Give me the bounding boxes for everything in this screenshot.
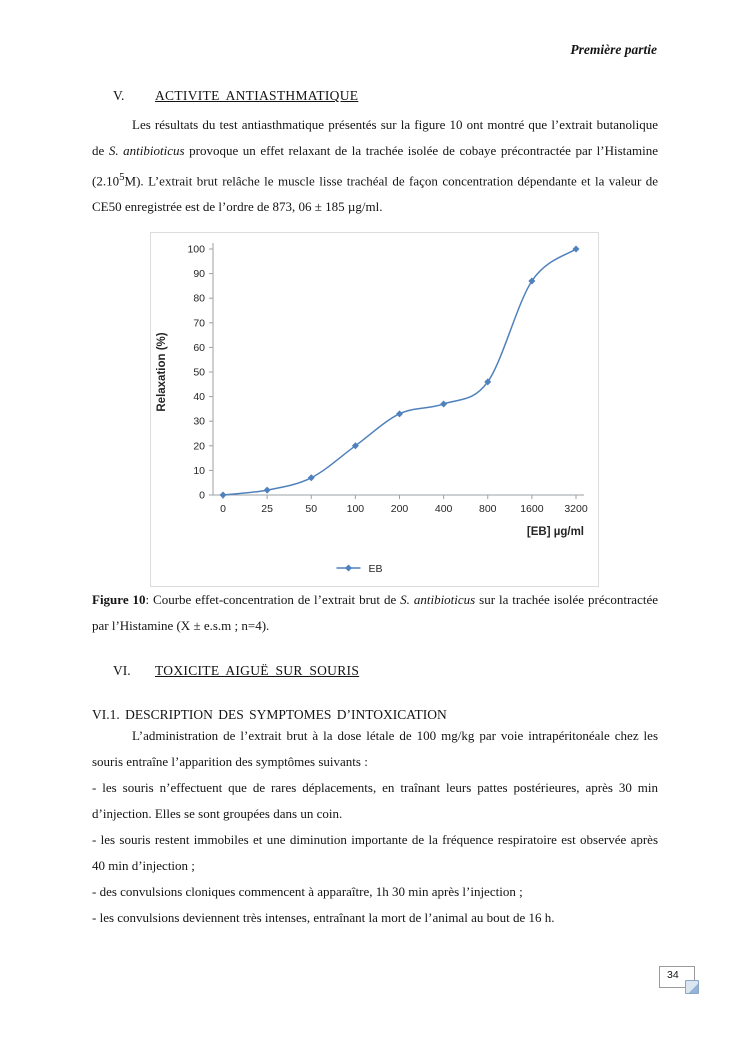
section-v-number: V. xyxy=(113,88,125,103)
figure-caption: Figure 10: Courbe effet-concentration de l’extrait brut de S. antibioticus sur la trachée isolée précontractée par l’Histamine (X ± e.s.m ; n=4). xyxy=(92,592,658,634)
svg-text:400: 400 xyxy=(434,503,453,516)
svg-text:0: 0 xyxy=(220,503,226,516)
svg-text:10: 10 xyxy=(193,465,205,478)
section-vi-paragraph: L’administration de l’extrait brut à la dose létale de 100 mg/kg par voie intrapéritonéale chez les souris entraîne l’apparition des symptômes suivants : xyxy=(92,728,658,770)
figure-10-chart xyxy=(150,232,599,587)
svg-text:[EB] µg/ml: [EB] µg/ml xyxy=(526,526,584,539)
svg-text:30: 30 xyxy=(193,416,205,429)
svg-text:80: 80 xyxy=(193,293,205,306)
list-item: - les convulsions deviennent très intenses, entraînant la mort de l’animal au bout de 16 h. xyxy=(92,910,555,926)
page-fold-icon xyxy=(685,980,699,994)
svg-text:EB: EB xyxy=(368,563,383,576)
svg-text:100: 100 xyxy=(346,503,365,516)
svg-text:20: 20 xyxy=(193,440,205,453)
svg-text:1600: 1600 xyxy=(520,503,544,516)
svg-text:3200: 3200 xyxy=(564,503,588,516)
list-item: - les souris restent immobiles et une diminution importante de la fréquence respiratoire est observée après 40 min d’injection ; xyxy=(92,832,658,874)
svg-text:50: 50 xyxy=(193,366,205,379)
svg-text:40: 40 xyxy=(193,391,205,404)
svg-text:200: 200 xyxy=(390,503,409,516)
section-v-paragraph: Les résultats du test antiasthmatique présentés sur la figure 10 ont montré que l’extrait butanolique de S. antibioticus provoque un effet relaxant de la trachée isolée de cobaye précontractée par l’Histamine (2.10$^5$M). L’extrait brut relâche le muscle lisse trachéal de façon concentration dépendante et la valeur de CE50 enregistrée est de l’ordre de 873, 06 ± 185 µg/ml. xyxy=(92,117,659,215)
subsection-vi1-title: VI.1. DESCRIPTION DES SYMPTOMES D’INTOXICATION xyxy=(92,707,447,723)
svg-text:25: 25 xyxy=(261,503,273,516)
running-header: Première partie xyxy=(570,42,657,57)
svg-text:60: 60 xyxy=(193,342,205,355)
list-item: - des convulsions cloniques commencent à apparaître, 1h 30 min après l’injection ; xyxy=(92,884,523,900)
symptom-list xyxy=(92,775,658,931)
svg-text:50: 50 xyxy=(305,503,318,516)
list-item: - les souris n’effectuent que de rares déplacements, en traînant leurs pattes postérieures, après 30 min d’injection. Elles se sont groupées dans un coin. xyxy=(92,780,658,822)
page-number: 34 xyxy=(667,969,679,981)
svg-text:800: 800 xyxy=(478,503,497,516)
svg-text:90: 90 xyxy=(193,268,205,281)
section-v-heading xyxy=(113,88,658,104)
section-vi-title: TOXICITE AIGUË SUR SOURIS xyxy=(155,663,360,679)
relaxation-line-chart xyxy=(151,233,598,586)
svg-text:70: 70 xyxy=(193,317,205,330)
page-number-box xyxy=(659,966,695,988)
svg-text:Relaxation (%): Relaxation (%) xyxy=(156,332,168,412)
section-vi-heading xyxy=(113,663,658,679)
section-v-title: ACTIVITE ANTIASTHMATIQUE xyxy=(155,88,359,103)
section-vi-number: VI. xyxy=(113,663,131,679)
svg-text:100: 100 xyxy=(187,243,205,256)
svg-text:0: 0 xyxy=(199,489,205,502)
